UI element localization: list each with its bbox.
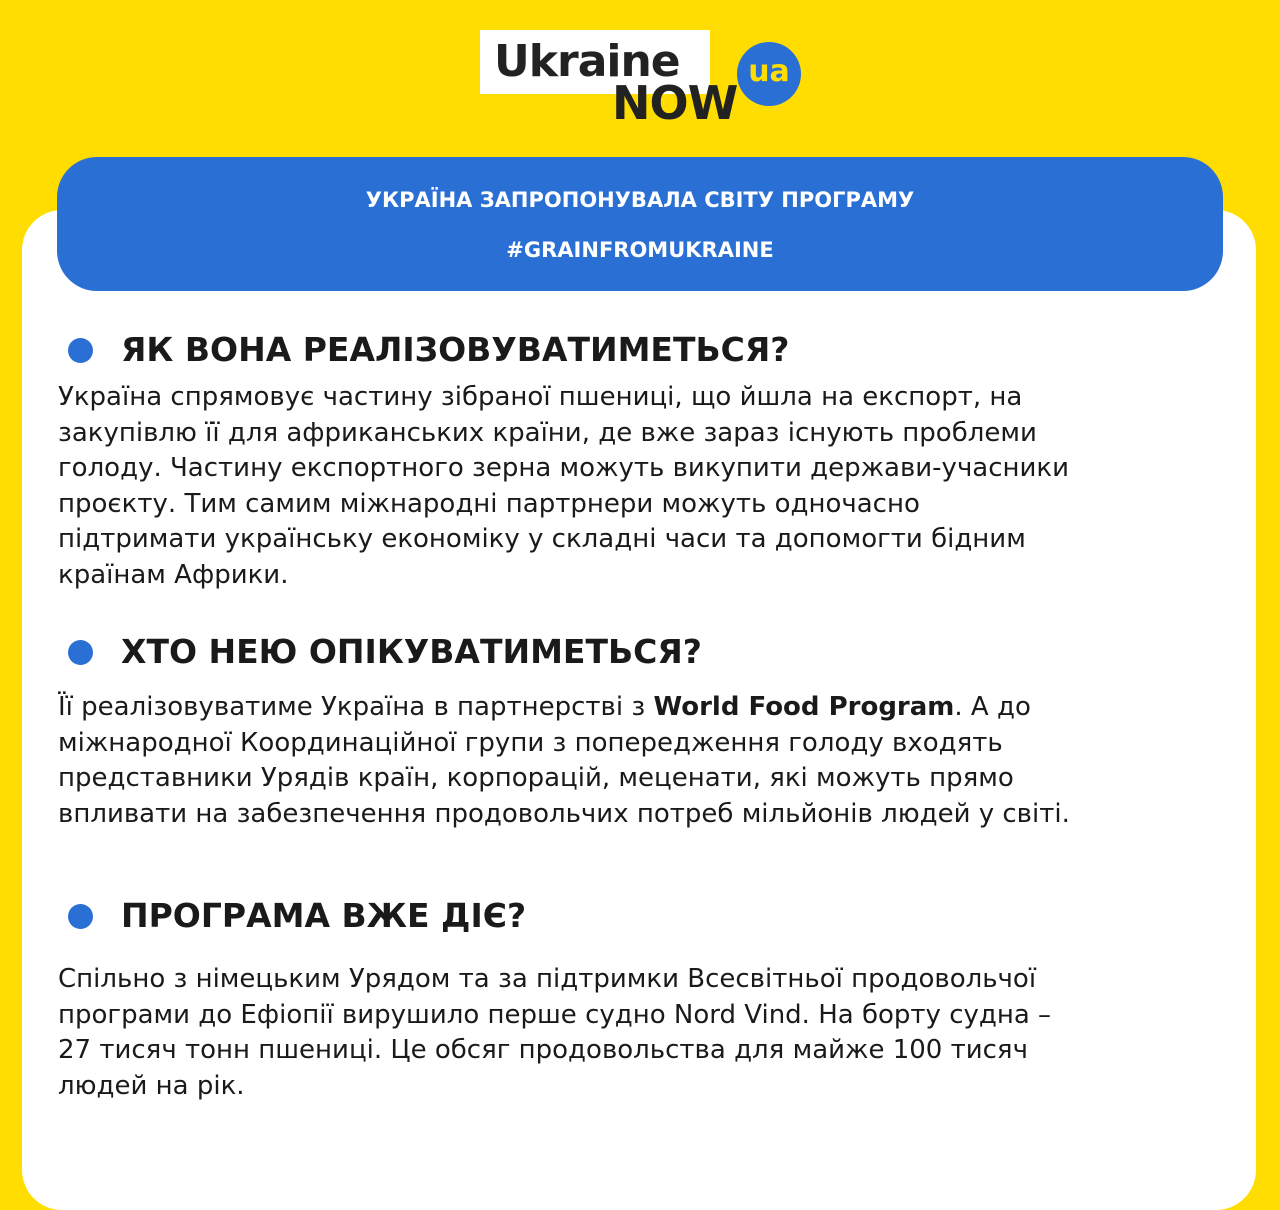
section-heading-text: ЯК ВОНА РЕАЛІЗОВУВАТИМЕТЬСЯ?	[121, 330, 790, 369]
body-line: країнам Африки.	[58, 559, 289, 590]
section-body-management	[58, 690, 1238, 832]
body-line: впливати на забезпечення продовольчих потреб мільйонів людей у світі.	[58, 798, 1070, 829]
bullet-dot	[68, 338, 93, 363]
logo-ua-badge: ua	[737, 42, 801, 106]
body-line	[58, 690, 1238, 726]
section-heading-text: ХТО НЕЮ ОПІКУВАТИМЕТЬСЯ?	[121, 632, 702, 671]
body-line: Спільно з німецьким Урядом та за підтримки Всесвітньої продовольчої	[58, 964, 1037, 994]
body-line: людей на рік.	[58, 1070, 245, 1101]
body-line: Україна спрямовує частину зібраної пшениці, що йшла на експорт, на	[58, 382, 1023, 412]
body-line: голоду. Частину експортного зерна можуть викупити держави-учасники	[58, 453, 1070, 483]
section-body-implementation	[58, 380, 1238, 593]
body-line: міжнародної Координаційної групи з попередження голоду входять	[58, 727, 1003, 758]
body-line: 27 тисяч тонн пшениці. Це обсяг продовольства для майже 100 тисяч	[58, 1035, 1028, 1065]
world-food-program-text: World Food Program	[653, 692, 955, 722]
bullet-dot	[68, 904, 93, 929]
title-line-1: УКРАЇНА ЗАПРОПОНУВАЛА СВІТУ ПРОГРАМУ	[365, 188, 915, 212]
section-heading-implementation	[68, 328, 789, 372]
body-line: закупівлю її для африканських країни, де вже зараз існують проблеми	[58, 417, 1037, 448]
body-text-run: Її реалізовуватиме Україна в партнерстві з	[58, 692, 654, 722]
section-heading-text: ПРОГРАМА ВЖЕ ДІЄ?	[121, 896, 527, 935]
body-line: представники Урядів країн, корпорацій, меценати, які можуть прямо	[58, 763, 1014, 793]
bullet-dot	[68, 640, 93, 665]
body-line: підтримати українську економіку у складні часи та допомогти бідним	[58, 524, 1026, 554]
section-body-status	[58, 962, 1238, 1104]
title-banner	[57, 157, 1223, 291]
body-text-run: . А до	[954, 692, 1031, 722]
body-line: проєкту. Тим самим міжнародні партрнери можуть одночасно	[58, 488, 920, 519]
section-heading-management	[68, 630, 702, 674]
section-heading-status	[68, 894, 526, 938]
ukraine-now-logo	[480, 30, 810, 130]
body-line: програми до Ефіопії вирушило перше судно Nord Vind. На борту судна –	[58, 999, 1052, 1030]
logo-word-now: NOW	[612, 76, 738, 130]
title-line-2: #GRAINFROMUKRAINE	[506, 238, 774, 262]
logo-word-ukraine: Ukraine	[480, 30, 710, 94]
